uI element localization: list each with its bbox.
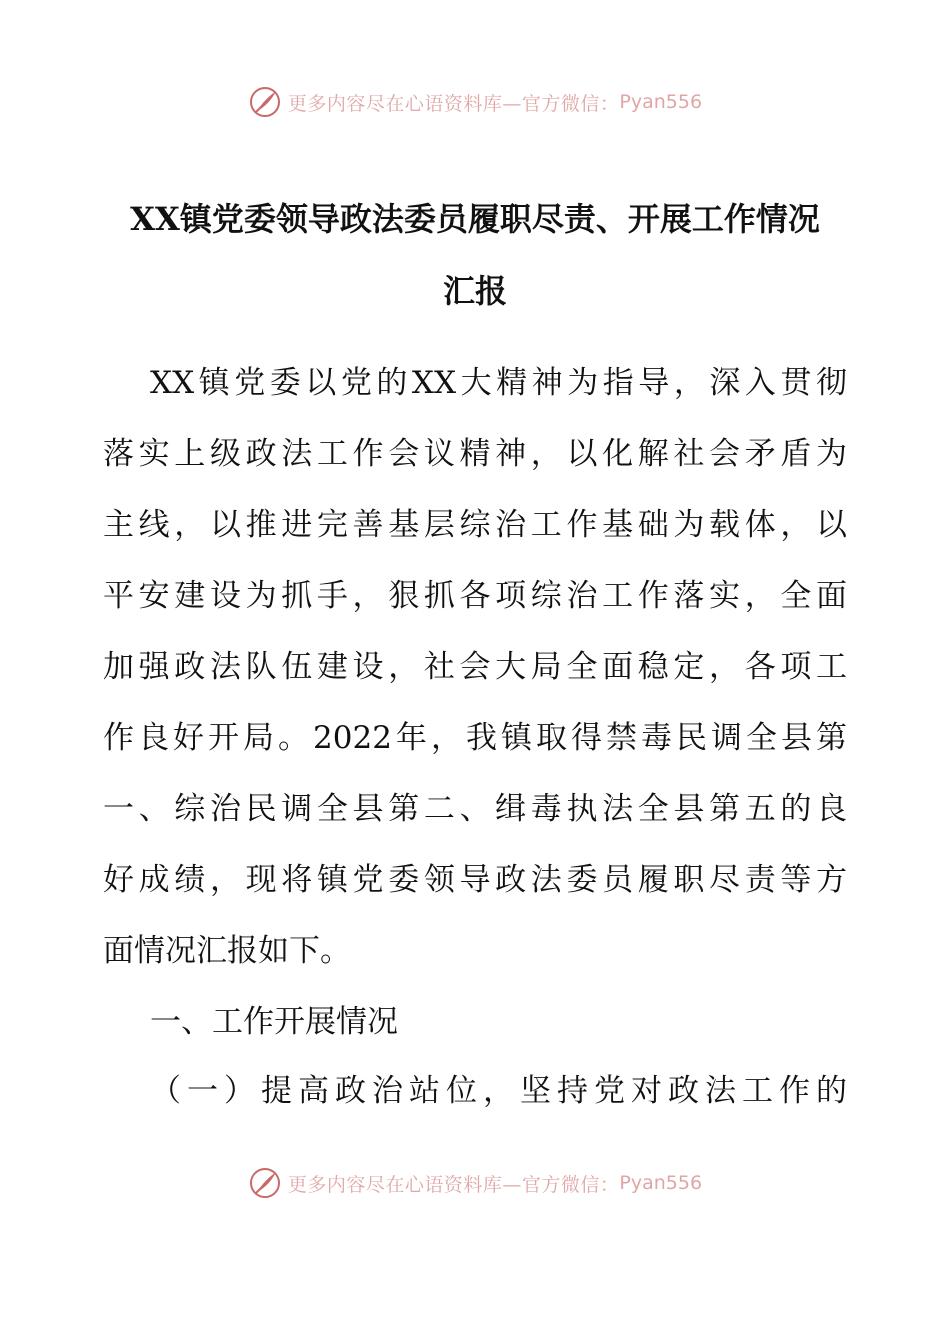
watermark-text: 更多内容尽在心语资料库—官方微信： [287,1173,620,1196]
body-line: 落实上级政法工作会议精神，以化解社会矛盾为 [103,436,847,472]
body-line: XX镇党委以党的XX大精神为指导，深入贯彻 [150,365,847,401]
section-heading: 一、工作开展情况 [150,1004,398,1040]
body-line: 主线，以推进完善基层综治工作基础为载体，以 [103,507,847,543]
feather-logo-icon [248,1166,282,1200]
header-watermark [0,82,950,122]
body-line: 平安建设为抓手，狠抓各项综治工作落实，全面 [103,578,847,614]
body-line: 加强政法队伍建设，社会大局全面稳定，各项工 [103,649,847,685]
body-line: 作良好开局。2022年，我镇取得禁毒民调全县第 [103,720,847,756]
document-title-line-2: 汇报 [442,272,507,310]
watermark-text: 更多内容尽在心语资料库—官方微信： [287,92,620,115]
subsection-heading: （一）提高政治站位，坚持党对政法工作的 [150,1073,847,1109]
body-line: 一、综治民调全县第二、缉毒执法全县第五的良 [103,791,847,827]
watermark-wechat-id: Pyan556 [619,1172,703,1194]
document-title-line-1: XX镇党委领导政法委员履职尽责、开展工作情况 [130,200,820,238]
body-line: 面情况汇报如下。 [103,933,351,969]
feather-logo-icon [248,85,282,119]
watermark-wechat-id: Pyan556 [619,91,703,113]
footer-watermark [0,1163,950,1203]
body-line: 好成绩，现将镇党委领导政法委员履职尽责等方 [103,862,847,898]
